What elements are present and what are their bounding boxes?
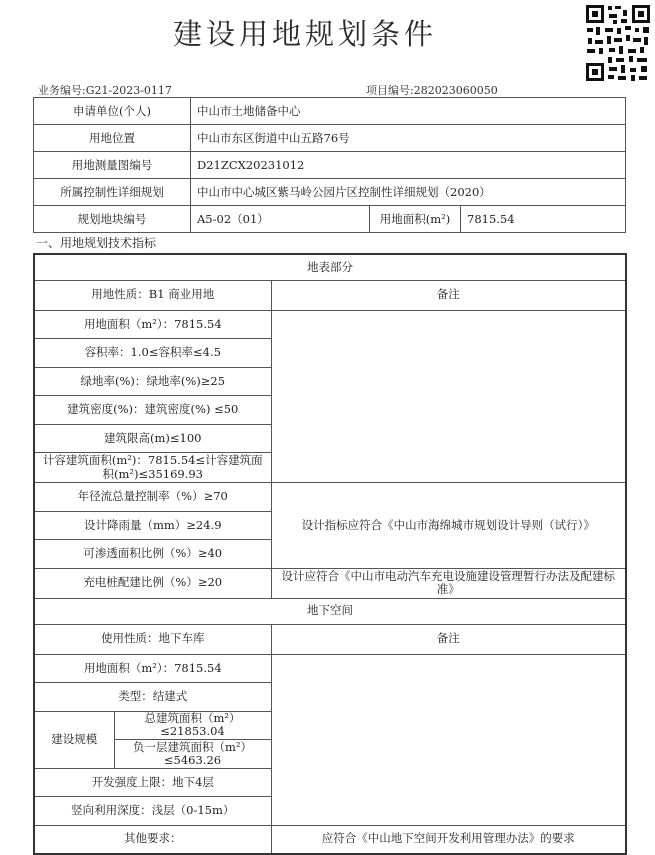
underground-use: 使用性质：地下车库 xyxy=(34,624,271,654)
applicant-value: 中山市土地储备中心 xyxy=(191,98,626,125)
surface-height-limit: 建筑限高(m)≤100 xyxy=(34,424,271,453)
surface-land-use: 用地性质：B1 商业用地 xyxy=(34,280,271,310)
survey-value: D21ZCX20231012 xyxy=(191,152,626,179)
surface-permeable-ratio: 可渗透面积比例（%）≥40 xyxy=(34,540,271,569)
surface-building-density: 建筑密度(%)：建筑密度(%) ≤50 xyxy=(34,396,271,425)
basic-info-table xyxy=(33,97,626,233)
underground-vertical-depth: 竖向利用深度：浅层（0-15m） xyxy=(34,797,271,826)
underground-note-header: 备注 xyxy=(271,624,626,654)
surface-rainfall: 设计降雨量（mm）≥24.9 xyxy=(34,511,271,540)
indicators-table xyxy=(33,253,627,855)
surface-floor-area: 计容建筑面积(m²)：7815.54≤计容建筑面积(m²)≤35169.93 xyxy=(34,453,271,483)
table-row xyxy=(34,568,626,598)
applicant-label: 申请单位(个人) xyxy=(34,98,191,125)
survey-row xyxy=(34,152,626,179)
construction-scale-label: 建设规模 xyxy=(34,711,114,768)
underground-depth-limit: 开发强度上限：地下4层 xyxy=(34,768,271,797)
surface-runoff-control: 年径流总量控制率（%）≥70 xyxy=(34,483,271,512)
area-label: 用地面积(m²) xyxy=(370,206,461,233)
applicant-row xyxy=(34,98,626,125)
sponge-city-note: 设计指标应符合《中山市海绵城市规划设计导则（试行）》 xyxy=(271,483,626,569)
other-requirements-value: 应符合《中山地下空间开发利用管理办法》的要求 xyxy=(271,825,626,854)
other-requirements-label: 其他要求： xyxy=(34,825,271,854)
surface-title: 地表部分 xyxy=(34,254,626,280)
section-title: 一、用地规划技术指标 xyxy=(36,236,157,250)
document-title: 建设用地规划条件 xyxy=(172,17,437,51)
surface-green-ratio: 绿地率(%)：绿地率(%)≥25 xyxy=(34,367,271,396)
underground-note-empty xyxy=(271,654,626,825)
underground-total-area: 总建筑面积（m²）≤21853.04 xyxy=(114,711,271,740)
surface-title-row xyxy=(34,254,626,280)
surface-note-header: 备注 xyxy=(271,280,626,310)
business-number: 业务编号:G21-2023-0117 xyxy=(38,84,172,97)
qr-code xyxy=(583,2,653,84)
surface-far: 容积率：1.0≤容积率≤4.5 xyxy=(34,339,271,368)
survey-label: 用地测量图编号 xyxy=(34,152,191,179)
block-label: 规划地块编号 xyxy=(34,206,191,233)
underground-header-row xyxy=(34,624,626,654)
underground-title: 地下空间 xyxy=(34,598,626,624)
surface-land-area: 用地面积（m²）：7815.54 xyxy=(34,310,271,339)
surface-note-empty xyxy=(271,310,626,483)
block-row xyxy=(34,206,626,233)
plan-row xyxy=(34,179,626,206)
underground-title-row xyxy=(34,598,626,624)
surface-ev-charging: 充电桩配建比例（%）≥20 xyxy=(34,568,271,598)
location-value: 中山市东区街道中山五路76号 xyxy=(191,125,626,152)
table-row xyxy=(34,654,626,683)
table-row xyxy=(34,825,626,854)
ev-charging-note: 设计应符合《中山市电动汽车充电设施建设管理暂行办法及配建标准》 xyxy=(271,568,626,598)
underground-land-area: 用地面积（m²）：7815.54 xyxy=(34,654,271,683)
plan-value: 中山市中心城区紫马岭公园片区控制性详细规划（2020） xyxy=(191,179,626,206)
table-row xyxy=(34,310,626,339)
plan-label: 所属控制性详细规划 xyxy=(34,179,191,206)
location-label: 用地位置 xyxy=(34,125,191,152)
surface-header-row xyxy=(34,280,626,310)
area-value: 7815.54 xyxy=(461,206,626,233)
location-row xyxy=(34,125,626,152)
block-value: A5-02（01） xyxy=(191,206,370,233)
table-row xyxy=(34,483,626,512)
project-number: 项目编号:282023060050 xyxy=(366,84,498,97)
underground-b1-area: 负一层建筑面积（m²）≤5463.26 xyxy=(114,740,271,769)
underground-type: 类型：结建式 xyxy=(34,683,271,712)
